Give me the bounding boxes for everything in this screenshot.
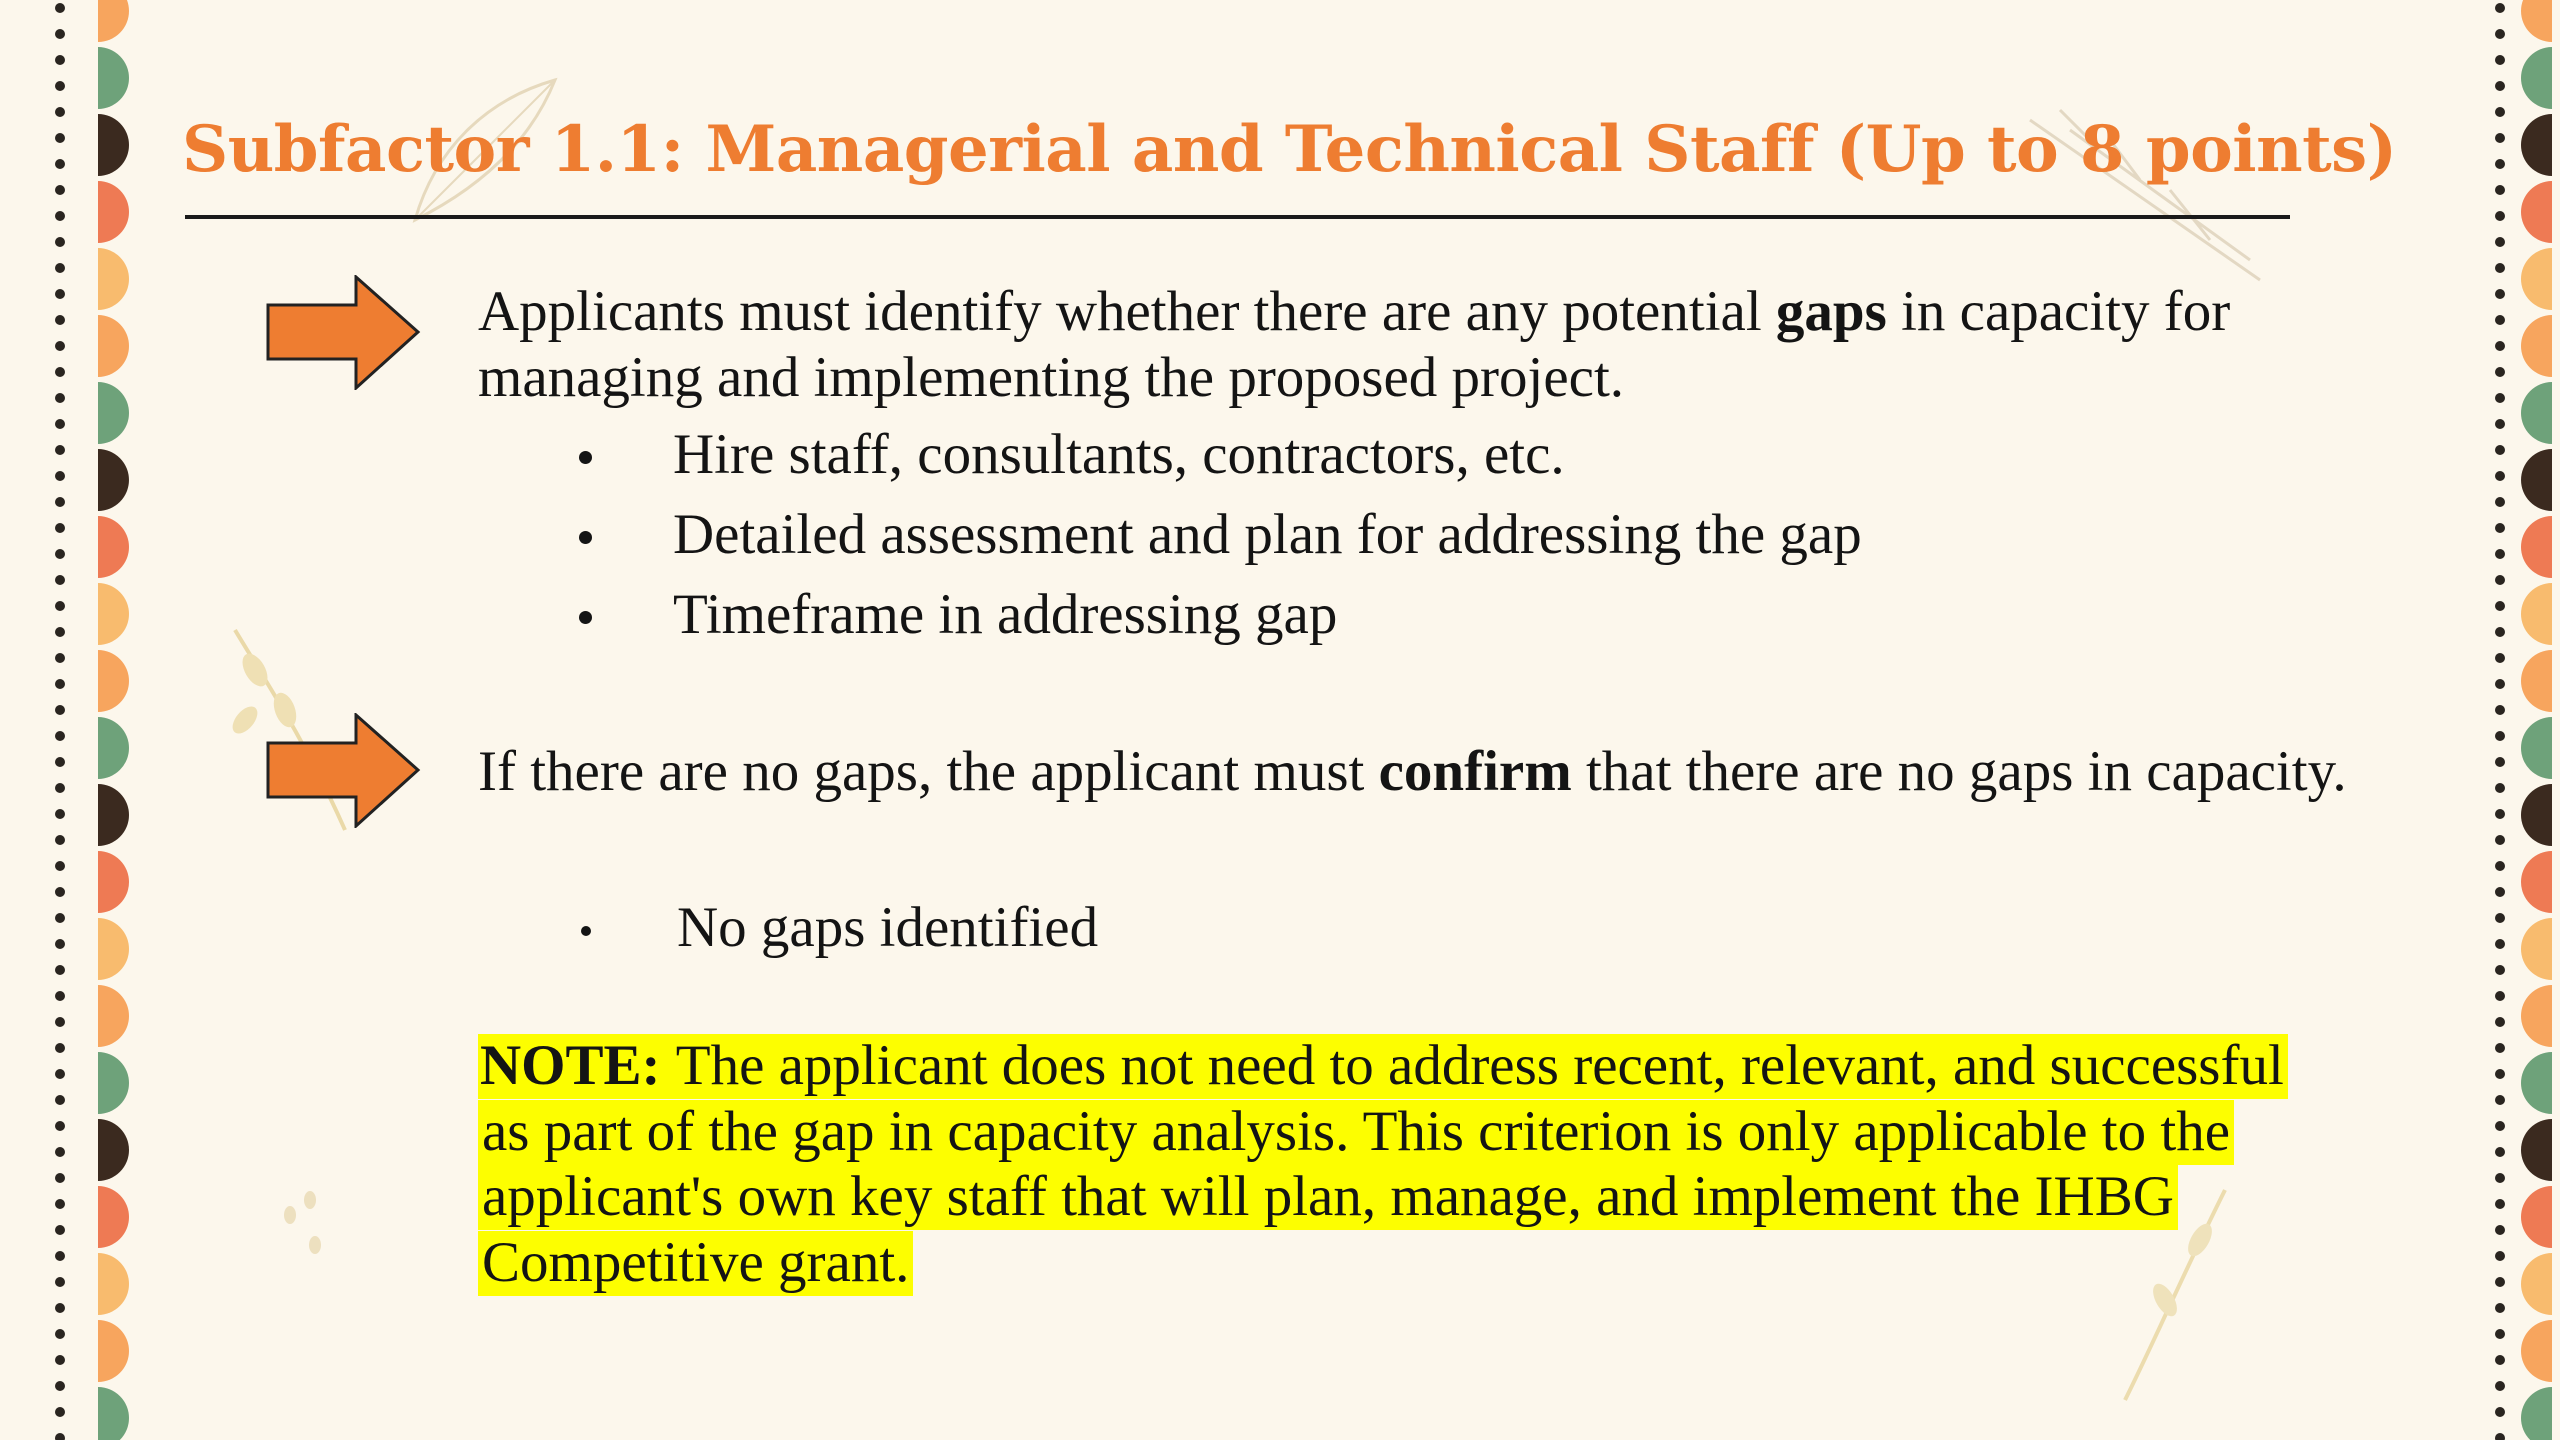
border-dot — [2495, 783, 2505, 793]
border-dot — [2495, 497, 2505, 507]
border-scallop — [98, 315, 129, 377]
border-dot — [2495, 1251, 2505, 1261]
border-dot — [2495, 81, 2505, 91]
border-dot — [55, 289, 65, 299]
border-scallop — [98, 1119, 129, 1181]
right-arrow-icon — [266, 275, 421, 390]
border-dot — [2495, 1433, 2505, 1440]
border-scallop — [98, 985, 129, 1047]
border-dot — [2495, 1069, 2505, 1079]
list-item: Timeframe in addressing gap — [570, 582, 1862, 662]
border-scallop — [2521, 717, 2552, 779]
border-dot — [55, 471, 65, 481]
border-dot — [2495, 367, 2505, 377]
border-dot — [2495, 1303, 2505, 1313]
border-dot — [2495, 133, 2505, 143]
border-scallop — [2521, 583, 2552, 645]
note-label: NOTE: — [480, 1034, 661, 1097]
border-dot — [55, 549, 65, 559]
border-scallop — [2521, 1320, 2552, 1382]
border-scallop — [2521, 1186, 2552, 1248]
border-scallop — [2521, 1253, 2552, 1315]
border-scallop — [2521, 650, 2552, 712]
border-dot — [2495, 1225, 2505, 1235]
border-dot — [2495, 1095, 2505, 1105]
border-dot — [2495, 3, 2505, 13]
border-dot — [2495, 1121, 2505, 1131]
border-dot — [55, 1095, 65, 1105]
border-dot — [55, 445, 65, 455]
border-dot — [2495, 835, 2505, 845]
border-dot — [55, 1121, 65, 1131]
border-dot — [2495, 185, 2505, 195]
border-dot — [2495, 445, 2505, 455]
border-dot — [55, 523, 65, 533]
border-dot — [55, 1251, 65, 1261]
border-scallop — [2521, 1052, 2552, 1114]
border-dot — [2495, 809, 2505, 819]
border-dot — [55, 757, 65, 767]
border-scallop — [98, 449, 129, 511]
border-dot — [55, 601, 65, 611]
border-dot — [55, 575, 65, 585]
gaps-paragraph — [478, 279, 2278, 411]
border-dot — [55, 3, 65, 13]
note-text: The applicant does not need to address recent, relevant, and successful as part of the gap in capacity analysis. This criterion is only applicable to the applicant's own key staff that will plan, manage, and implement the IHBG Competitive grant. — [482, 1034, 2284, 1294]
border-scallop — [2521, 1387, 2552, 1440]
border-scallop — [2521, 1119, 2552, 1181]
border-dot — [55, 991, 65, 1001]
border-scallop — [2521, 248, 2552, 310]
border-dot — [55, 705, 65, 715]
border-dot — [2495, 55, 2505, 65]
paragraph-text: that there are no gaps in capacity. — [1571, 740, 2347, 803]
border-scallop — [2521, 315, 2552, 377]
border-dot — [2495, 419, 2505, 429]
border-dot — [55, 341, 65, 351]
border-dot — [55, 965, 65, 975]
border-dot — [2495, 601, 2505, 611]
border-dot — [55, 809, 65, 819]
paragraph-text: Applicants must identify whether there are any potential — [478, 280, 1776, 343]
border-scallop — [98, 1387, 129, 1440]
border-dot — [2495, 1199, 2505, 1209]
border-dot — [55, 159, 65, 169]
border-dot — [55, 55, 65, 65]
border-dot — [2495, 263, 2505, 273]
border-dot — [55, 211, 65, 221]
border-dot — [2495, 653, 2505, 663]
border-scallop — [98, 1253, 129, 1315]
no-gaps-paragraph — [478, 735, 2348, 808]
border-dot — [2495, 991, 2505, 1001]
border-dot — [55, 29, 65, 39]
border-dot — [2495, 211, 2505, 221]
border-dot — [2495, 1329, 2505, 1339]
bold-keyword: gaps — [1775, 280, 1887, 343]
title-underline — [185, 215, 2290, 219]
left-decorative-border — [0, 0, 130, 1440]
border-dot — [55, 731, 65, 741]
border-dot — [2495, 1355, 2505, 1365]
right-arrow-icon — [266, 713, 421, 828]
dots-decoration-icon — [275, 1185, 335, 1265]
border-scallop — [98, 583, 129, 645]
border-scallop — [98, 784, 129, 846]
border-dot — [2495, 1173, 2505, 1183]
border-scallop — [98, 516, 129, 578]
border-dot — [2495, 237, 2505, 247]
border-dot — [55, 315, 65, 325]
border-scallop — [98, 114, 129, 176]
border-dot — [2495, 393, 2505, 403]
border-dot — [2495, 341, 2505, 351]
border-dot — [2495, 861, 2505, 871]
border-dot — [2495, 731, 2505, 741]
border-scallop — [2521, 47, 2552, 109]
border-scallop — [98, 851, 129, 913]
bold-keyword: confirm — [1378, 740, 1572, 803]
border-dot — [55, 1069, 65, 1079]
border-dot — [2495, 575, 2505, 585]
border-scallop — [98, 248, 129, 310]
border-dot — [55, 627, 65, 637]
list-item: No gaps identified — [570, 895, 1098, 975]
border-dot — [55, 1173, 65, 1183]
border-dot — [2495, 1017, 2505, 1027]
border-scallop — [2521, 114, 2552, 176]
no-gaps-list — [570, 895, 1098, 975]
border-dot — [55, 1303, 65, 1313]
border-dot — [55, 419, 65, 429]
border-dot — [2495, 523, 2505, 533]
border-dot — [55, 1199, 65, 1209]
border-dot — [2495, 29, 2505, 39]
border-dot — [55, 107, 65, 117]
list-item: Detailed assessment and plan for addressing the gap — [570, 502, 1862, 582]
paragraph-text: If there are no gaps, the applicant must — [478, 740, 1379, 803]
border-dot — [55, 1355, 65, 1365]
border-dot — [55, 237, 65, 247]
border-dot — [55, 393, 65, 403]
border-dot — [2495, 757, 2505, 767]
border-scallop — [98, 181, 129, 243]
border-scallop — [98, 1052, 129, 1114]
border-dot — [2495, 627, 2505, 637]
border-scallop — [2521, 449, 2552, 511]
border-dot — [2495, 705, 2505, 715]
border-dot — [55, 1277, 65, 1287]
border-dot — [55, 835, 65, 845]
border-dot — [2495, 939, 2505, 949]
border-dot — [55, 263, 65, 273]
border-dot — [2495, 315, 2505, 325]
slide-title: Subfactor 1.1: Managerial and Technical Staff (Up to 8 points) — [182, 112, 2397, 187]
border-scallop — [2521, 382, 2552, 444]
border-dot — [2495, 679, 2505, 689]
border-dot — [55, 783, 65, 793]
border-dot — [2495, 913, 2505, 923]
border-dot — [55, 1407, 65, 1417]
border-scallop — [2521, 516, 2552, 578]
border-dot — [55, 81, 65, 91]
note-highlight — [478, 1034, 2288, 1296]
border-dot — [55, 367, 65, 377]
list-item: Hire staff, consultants, contractors, etc. — [570, 422, 1862, 502]
border-scallop — [2521, 0, 2552, 42]
border-scallop — [98, 1186, 129, 1248]
border-dot — [2495, 107, 2505, 117]
border-scallop — [2521, 181, 2552, 243]
border-dot — [2495, 289, 2505, 299]
paragraph-text: in capacity for managing and implementing the proposed project. — [478, 280, 2231, 409]
border-scallop — [98, 47, 129, 109]
border-scallop — [98, 717, 129, 779]
border-dot — [55, 497, 65, 507]
border-scallop — [98, 918, 129, 980]
border-dot — [55, 133, 65, 143]
right-decorative-border — [2430, 0, 2560, 1440]
border-dot — [55, 653, 65, 663]
border-dot — [55, 1329, 65, 1339]
note-callout — [478, 1033, 2298, 1295]
border-scallop — [2521, 985, 2552, 1047]
border-dot — [55, 1043, 65, 1053]
border-dot — [55, 1147, 65, 1157]
border-scallop — [98, 382, 129, 444]
border-dot — [55, 913, 65, 923]
border-dot — [55, 1381, 65, 1391]
border-dot — [2495, 1381, 2505, 1391]
border-dot — [55, 1433, 65, 1440]
border-dot — [2495, 1043, 2505, 1053]
border-dot — [2495, 159, 2505, 169]
border-dot — [55, 185, 65, 195]
border-dot — [2495, 1277, 2505, 1287]
border-dot — [2495, 887, 2505, 897]
gap-actions-list — [570, 422, 1862, 662]
border-scallop — [98, 1320, 129, 1382]
border-scallop — [98, 650, 129, 712]
border-scallop — [98, 0, 129, 42]
border-dot — [55, 887, 65, 897]
border-dot — [55, 861, 65, 871]
border-dot — [2495, 1147, 2505, 1157]
border-scallop — [2521, 918, 2552, 980]
border-dot — [55, 1017, 65, 1027]
border-dot — [55, 1225, 65, 1235]
border-dot — [2495, 965, 2505, 975]
border-scallop — [2521, 784, 2552, 846]
border-dot — [55, 679, 65, 689]
border-dot — [2495, 549, 2505, 559]
border-dot — [2495, 471, 2505, 481]
border-scallop — [2521, 851, 2552, 913]
border-dot — [2495, 1407, 2505, 1417]
border-dot — [55, 939, 65, 949]
